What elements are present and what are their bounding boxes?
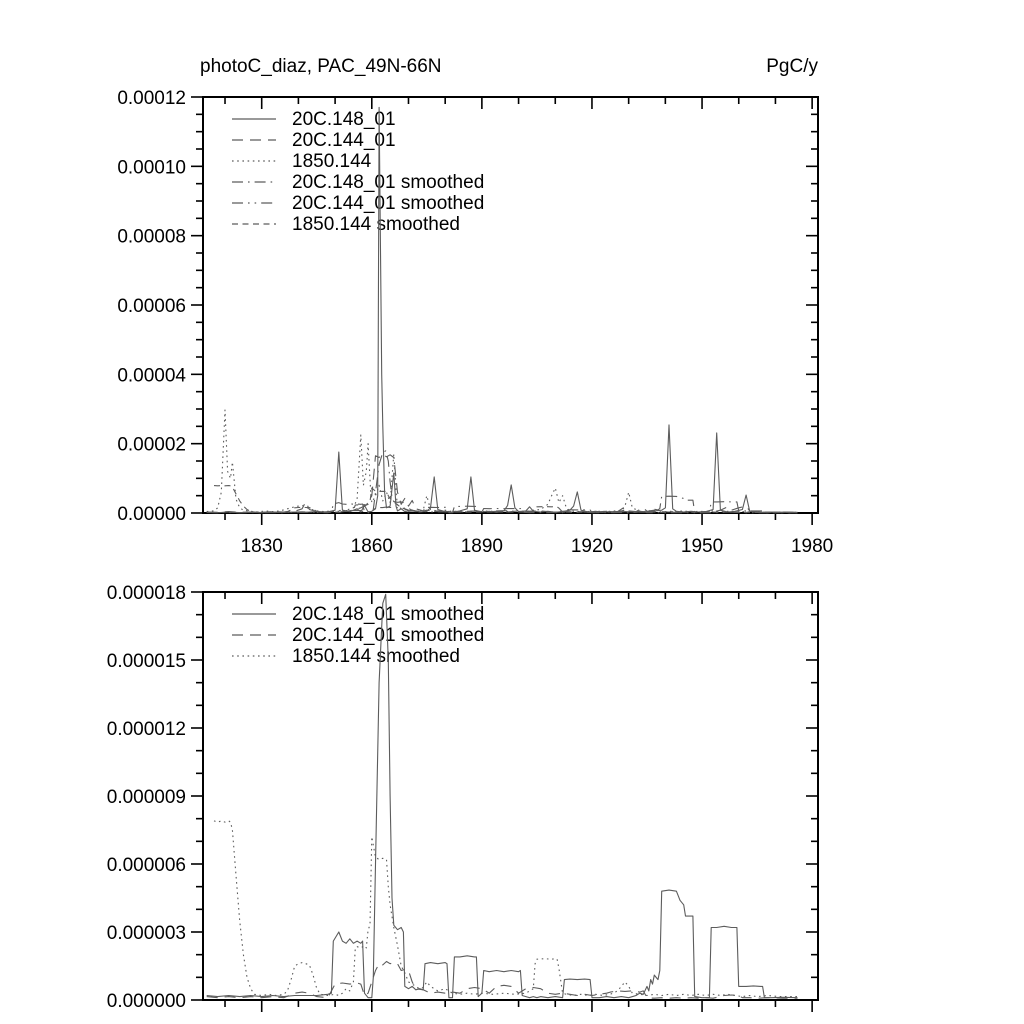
y-tick-label: 0.000003 (106, 923, 186, 944)
legend (232, 604, 484, 667)
y-tick-label: 0.00004 (117, 365, 186, 387)
x-tick-label: 1950 (680, 536, 724, 557)
y-tick-label: 0.000012 (106, 719, 186, 740)
legend-label: 20C.144_01 smoothed (292, 193, 485, 214)
page-title: photoC_diaz, PAC_49N-66N (200, 56, 442, 77)
legend-label: 20C.144_01 (292, 130, 396, 151)
panel-top (117, 88, 833, 557)
x-tick-label: 1830 (240, 536, 283, 557)
legend-label: 20C.144_01 smoothed (292, 625, 485, 646)
legend-label: 20C.148_01 (292, 109, 396, 130)
y-tick-label: 0.000009 (106, 787, 186, 808)
y-tick-label: 0.00008 (117, 226, 186, 248)
legend (232, 109, 484, 235)
legend-label: 20C.148_01 smoothed (292, 604, 485, 625)
legend-label: 1850.144 smoothed (292, 646, 460, 667)
y-tick-label: 0.00006 (117, 296, 186, 317)
x-tick-label: 1890 (460, 536, 504, 557)
x-tick-label: 1860 (350, 536, 393, 557)
x-tick-label: 1920 (570, 536, 614, 557)
legend-label: 1850.144 smoothed (292, 214, 460, 235)
y-tick-label: 0.00010 (117, 157, 186, 179)
curve-sm_148 (207, 451, 798, 513)
panel-bottom (107, 583, 818, 1012)
curve-raw_144 (207, 454, 798, 512)
y-tick-label: 0.000000 (106, 991, 186, 1012)
legend-label: 20C.148_01 smoothed (292, 172, 485, 193)
curve-raw_1850 (207, 410, 798, 512)
y-tick-label: 0.000015 (106, 651, 186, 672)
y-tick-label: 0.00000 (117, 504, 186, 525)
curve-sm_144 (207, 962, 798, 999)
y-tick-label: 0.000006 (106, 855, 186, 876)
unit-label: PgC/y (766, 56, 818, 77)
y-tick-label: 0.00002 (117, 434, 186, 456)
y-tick-label: 0.000018 (106, 583, 186, 604)
x-tick-label: 1980 (790, 536, 834, 557)
y-tick-label: 0.00012 (117, 88, 186, 109)
legend-label: 1850.144 (292, 151, 372, 172)
